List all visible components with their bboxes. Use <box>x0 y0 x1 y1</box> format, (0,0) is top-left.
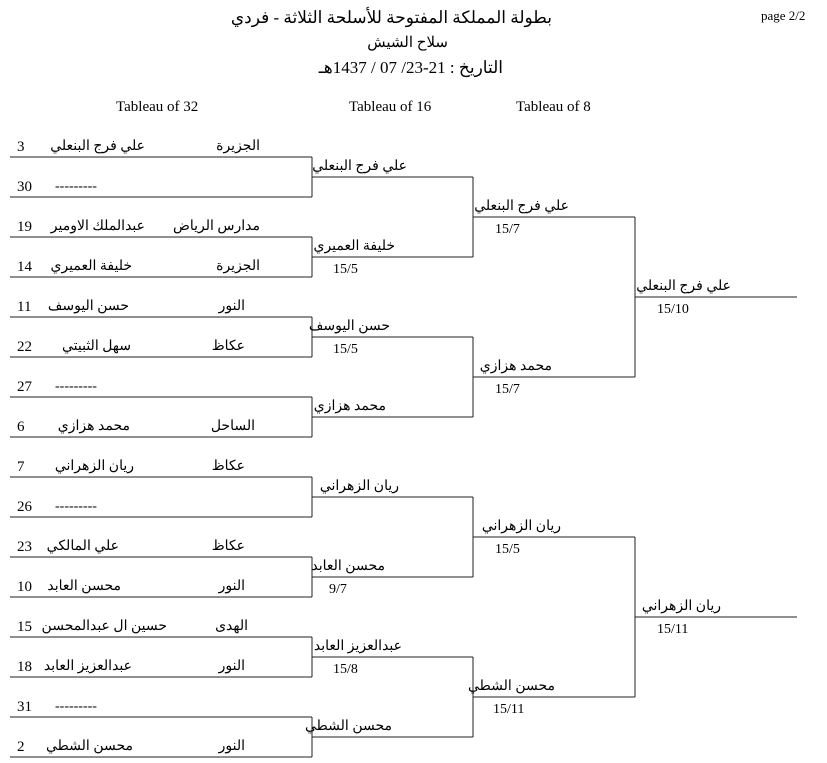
fencer-name: محسن العابد <box>47 579 121 594</box>
club-name: النور <box>218 299 245 314</box>
bout-score: 15/11 <box>493 702 525 717</box>
column-header-t32: Tableau of 32 <box>116 99 199 115</box>
fencer-name: حسين ال عبدالمحسن <box>41 619 167 634</box>
club-name: الساحل <box>210 419 255 434</box>
seed-number: 7 <box>17 459 25 475</box>
bout-score: 15/5 <box>333 262 358 277</box>
page-title: بطولة المملكة المفتوحة للأسلحة الثلاثة - فردي <box>230 8 552 27</box>
fencer-name: محمد هزازي <box>57 419 130 434</box>
t8-winner-name: ريان الزهراني <box>481 519 561 534</box>
club-name: النور <box>218 659 245 674</box>
club-name: عكاظ <box>211 339 245 354</box>
seed-number: 22 <box>17 339 32 355</box>
fencer-name: خليفة العميري <box>50 259 132 274</box>
seed-number: 31 <box>17 699 32 715</box>
seed-number: 3 <box>17 139 25 155</box>
fencer-name: علي فرج البنعلي <box>50 139 145 154</box>
club-name: عكاظ <box>211 459 245 474</box>
t16-winner-name: عبدالعزيز العابد <box>313 639 402 654</box>
t8-winner-name: محمد هزازي <box>479 359 552 374</box>
t8-winner-name: محسن الشطي <box>468 679 555 694</box>
club-name: النور <box>218 579 245 594</box>
bout-score: 15/7 <box>495 222 520 237</box>
bout-score: 9/7 <box>329 582 347 597</box>
fencer-name: سهل الثبيتي <box>61 339 131 354</box>
club-name: النور <box>218 739 245 754</box>
seed-number: 30 <box>17 179 32 195</box>
seed-number: 10 <box>17 579 32 595</box>
club-name: الهدى <box>215 619 248 634</box>
fencer-name: علي المالكي <box>46 539 119 554</box>
seed-number: 27 <box>17 379 32 395</box>
t16-winner-name: علي فرج البنعلي <box>312 159 407 174</box>
t16-winner-name: خليفة العميري <box>313 239 395 254</box>
fencer-name: محسن الشطي <box>46 739 133 754</box>
t4-winner-name: علي فرج البنعلي <box>636 279 731 294</box>
fencer-name: عبدالملك الاومير <box>50 219 145 234</box>
bout-score: 15/5 <box>333 342 358 357</box>
bout-score: 15/10 <box>657 302 689 317</box>
club-name: الجزيرة <box>216 259 260 274</box>
column-header-t8: Tableau of 8 <box>516 99 591 115</box>
t4-winner-name: ريان الزهراني <box>641 599 721 614</box>
fencer-name: --------- <box>55 179 97 194</box>
t16-winner-name: محمد هزازي <box>313 399 386 414</box>
bout-score: 15/5 <box>495 542 520 557</box>
seed-number: 14 <box>17 259 32 275</box>
page-number: page 2/2 <box>761 8 806 23</box>
seed-number: 2 <box>17 739 25 755</box>
bout-score: 15/8 <box>333 662 358 677</box>
seed-number: 26 <box>17 499 32 515</box>
fencer-name: ريان الزهراني <box>54 459 134 474</box>
fencer-name: حسن اليوسف <box>47 299 129 314</box>
seed-number: 23 <box>17 539 32 555</box>
seed-number: 19 <box>17 219 32 235</box>
t16-winner-name: ريان الزهراني <box>319 479 399 494</box>
seed-number: 11 <box>17 299 32 315</box>
weapon-label: سلاح الشيش <box>367 35 448 51</box>
seed-number: 6 <box>17 419 25 435</box>
column-header-t16: Tableau of 16 <box>349 99 432 115</box>
club-name: الجزيرة <box>216 139 260 154</box>
t16-winner-name: محسن الشطي <box>305 719 392 734</box>
date-label: التاريخ : 21-23/ 07 / 1437هـ <box>318 58 503 77</box>
fencer-name: --------- <box>55 379 97 394</box>
fencer-name: --------- <box>55 699 97 714</box>
bout-score: 15/7 <box>495 382 520 397</box>
seed-number: 15 <box>17 619 32 635</box>
t16-winner-name: حسن اليوسف <box>308 319 390 334</box>
club-name: مدارس الرياض <box>172 219 260 234</box>
t8-winner-name: علي فرج البنعلي <box>474 199 569 214</box>
fencer-name: عبدالعزيز العابد <box>43 659 132 674</box>
fencer-name: --------- <box>55 499 97 514</box>
club-name: عكاظ <box>211 539 245 554</box>
t16-winner-name: محسن العابد <box>311 559 385 574</box>
seed-number: 18 <box>17 659 32 675</box>
bout-score: 15/11 <box>657 622 689 637</box>
